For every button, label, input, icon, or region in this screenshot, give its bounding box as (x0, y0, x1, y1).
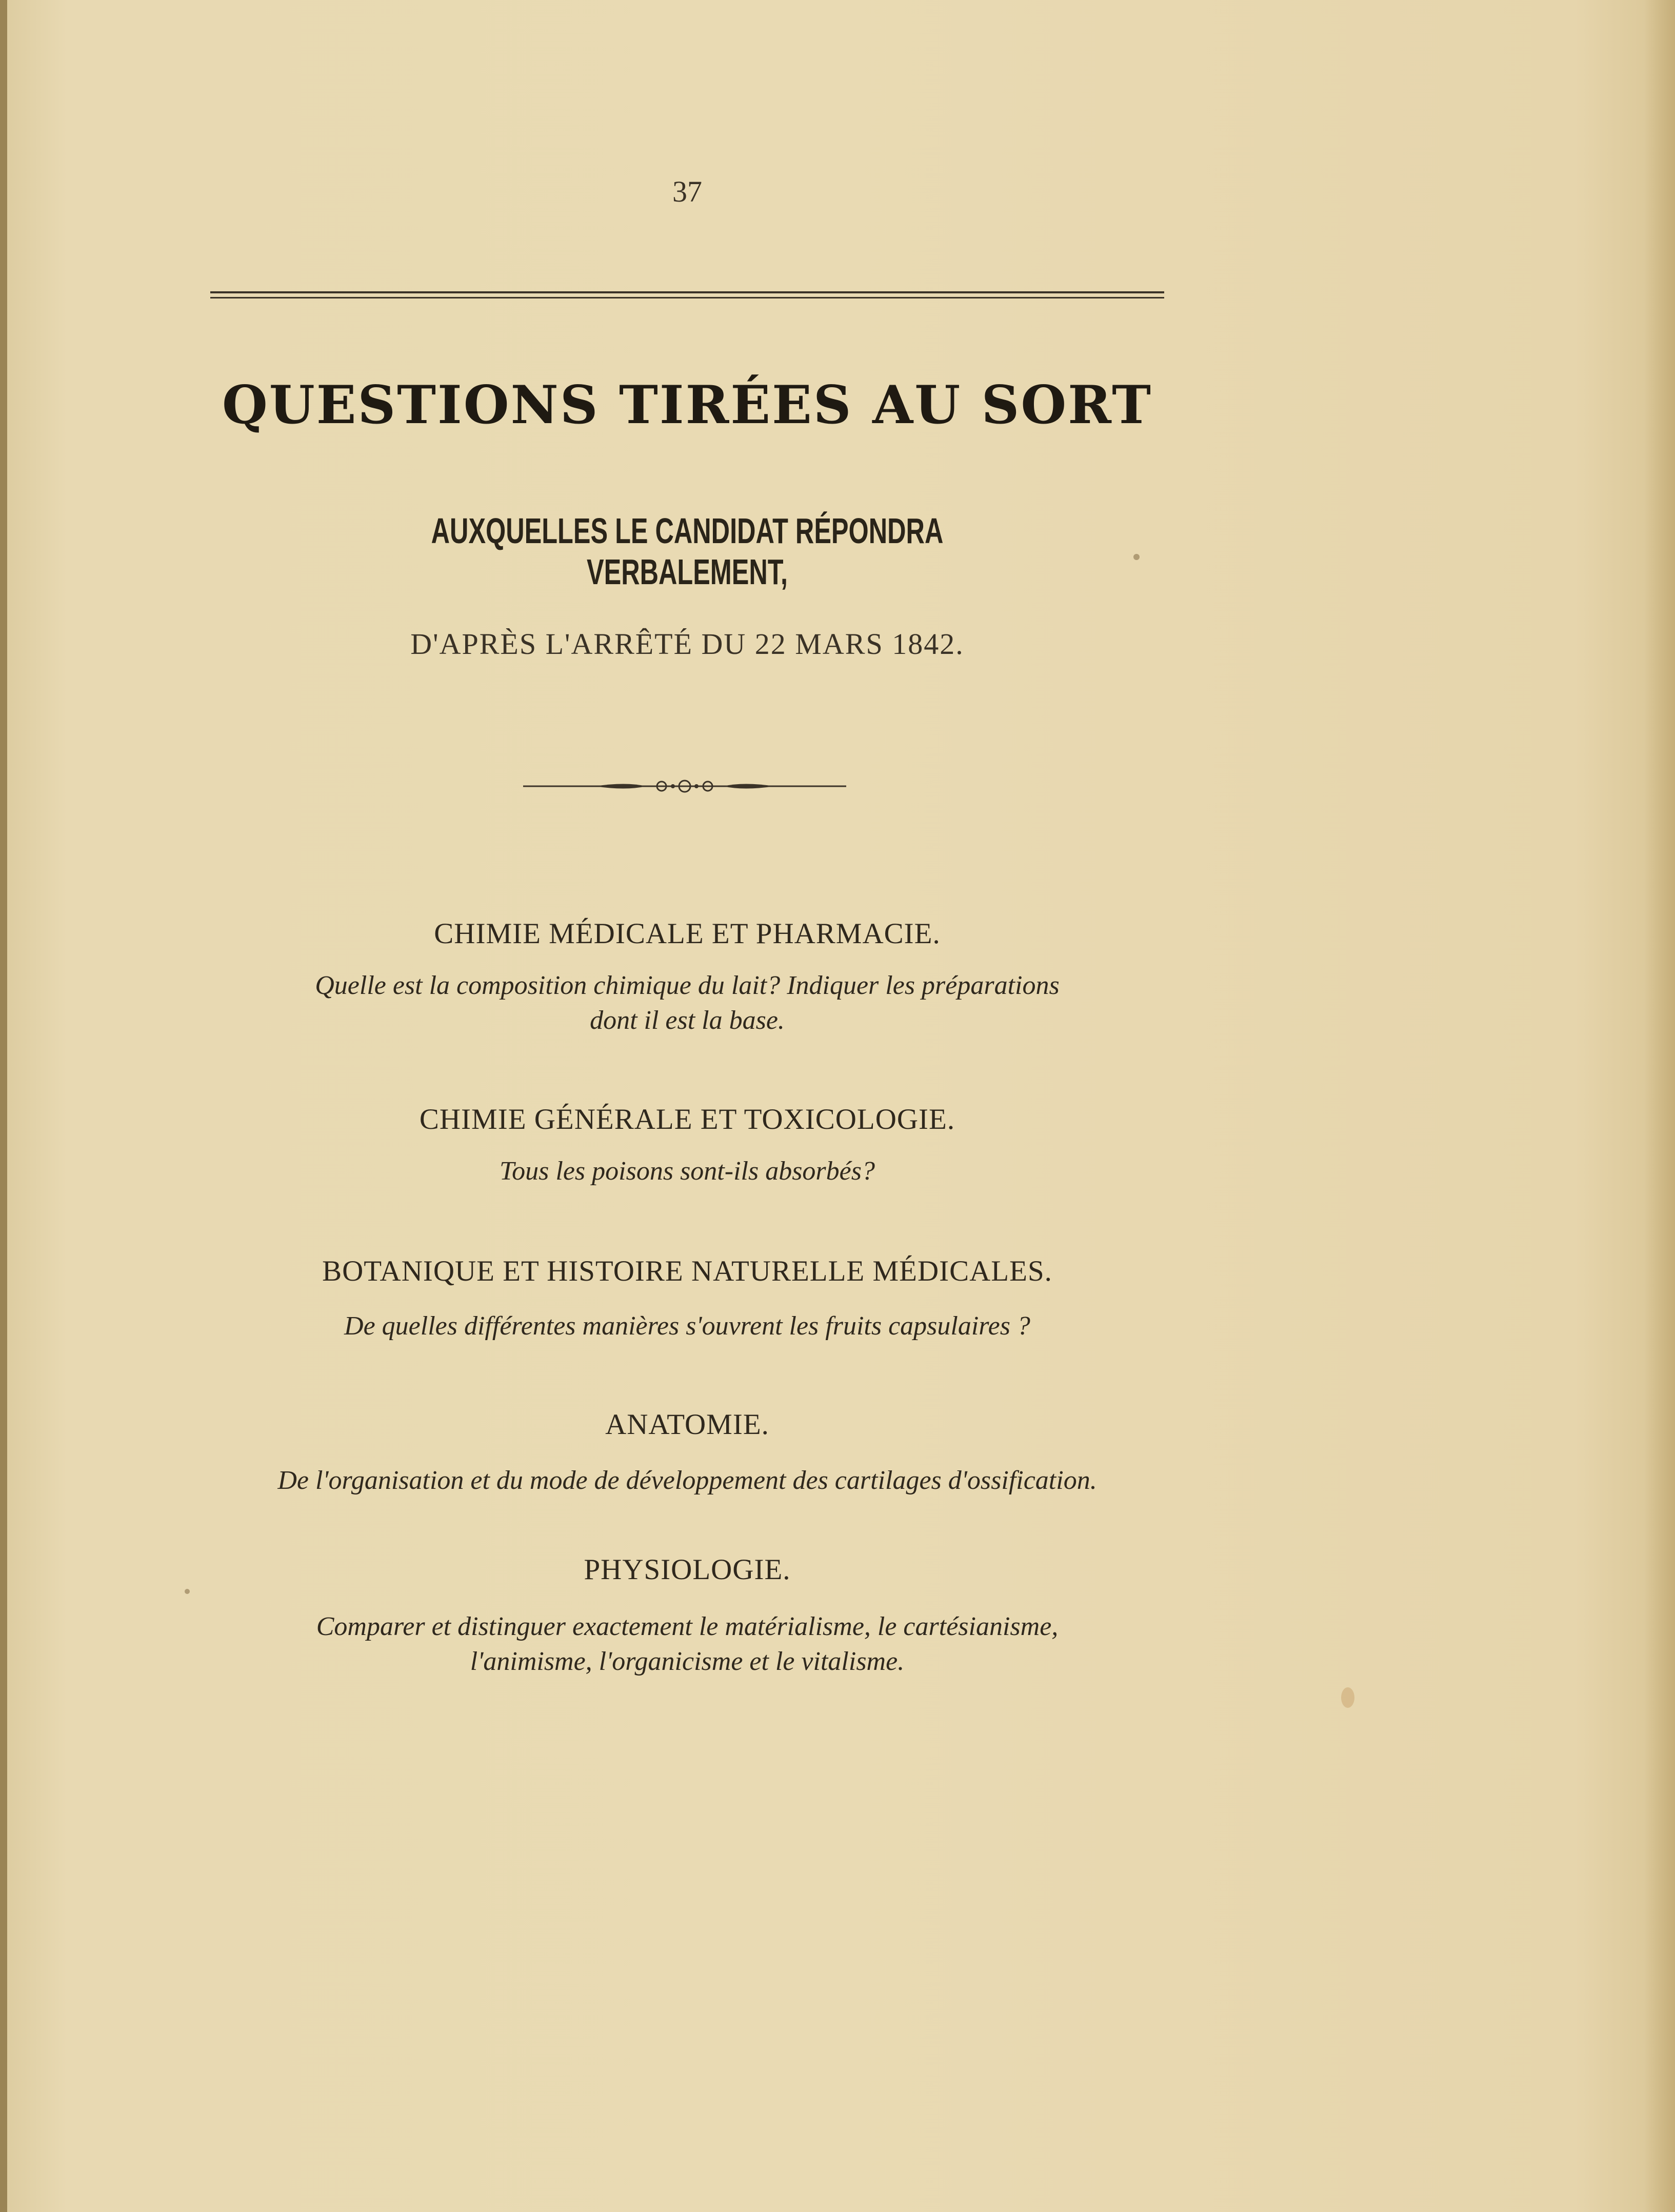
question-physiologie-line-2: l'animisme, l'organicisme et le vitalisme. (470, 1647, 905, 1676)
question-botanique: De quelles différentes manières s'ouvrent les fruits capsulaires ? (344, 1311, 1030, 1341)
question-anatomie: De l'organisation et du mode de développement des cartilages d'ossification. (277, 1466, 1097, 1495)
section-heading-anatomie: ANATOMIE. (605, 1408, 769, 1441)
section-heading-physiologie: PHYSIOLOGIE. (584, 1553, 791, 1586)
page-edge-left (0, 0, 7, 2212)
page-number: 37 (672, 175, 702, 208)
section-heading-chimie-generale: CHIMIE GÉNÉRALE ET TOXICOLOGIE. (419, 1103, 955, 1135)
paper-spot (185, 1589, 190, 1594)
ornament-divider-icon (523, 779, 846, 794)
section-heading-botanique: BOTANIQUE ET HISTOIRE NATURELLE MÉDICALES. (322, 1255, 1052, 1287)
section-heading-chimie-medicale: CHIMIE MÉDICALE ET PHARMACIE. (434, 918, 941, 950)
paper-stain (1341, 1687, 1354, 1708)
page-subtitle: AUXQUELLES LE CANDIDAT RÉPONDRA VERBALEMENT, (431, 511, 944, 592)
question-chimie-medicale-line-1: Quelle est la composition chimique du lait? Indiquer les préparations (315, 971, 1060, 1000)
decree-line: D'APRÈS L'ARRÊTÉ DU 22 MARS 1842. (410, 627, 964, 661)
page-title: QUESTIONS TIRÉES AU SORT (222, 374, 1153, 436)
double-rule-divider (210, 291, 1164, 298)
paper-spot (1133, 554, 1140, 560)
question-chimie-medicale-line-2: dont il est la base. (590, 1006, 785, 1035)
page-edge-right (1644, 0, 1675, 2212)
question-physiologie-line-1: Comparer et distinguer exactement le matérialisme, le cartésianisme, (316, 1612, 1059, 1641)
question-chimie-generale: Tous les poisons sont-ils absorbés? (500, 1157, 875, 1186)
